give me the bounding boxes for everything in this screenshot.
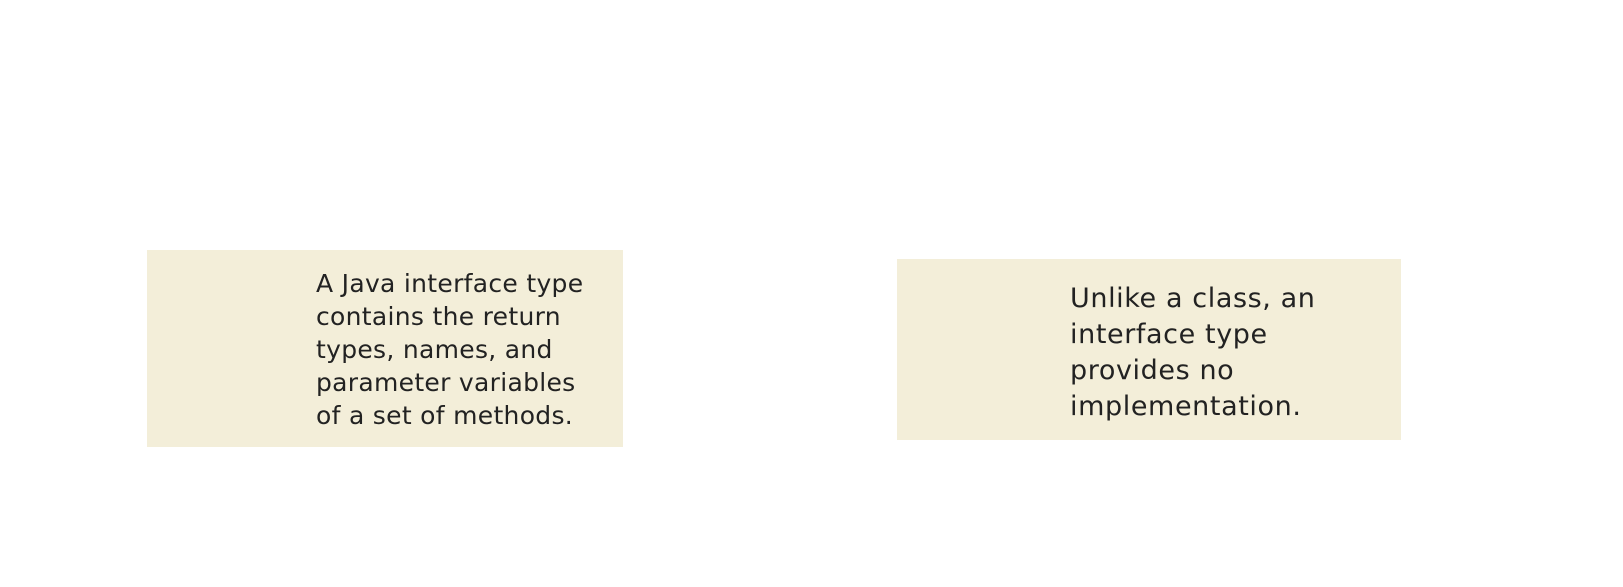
margin-note-text: Unlike a class, an interface type provides no implementation. bbox=[1070, 283, 1316, 422]
margin-note-text: A Java interface type contains the return types, names, and parameter variables of a set of methods. bbox=[316, 269, 584, 430]
margin-note-interface-no-implementation bbox=[897, 259, 1401, 440]
margin-note-java-interface-definition bbox=[147, 250, 623, 447]
